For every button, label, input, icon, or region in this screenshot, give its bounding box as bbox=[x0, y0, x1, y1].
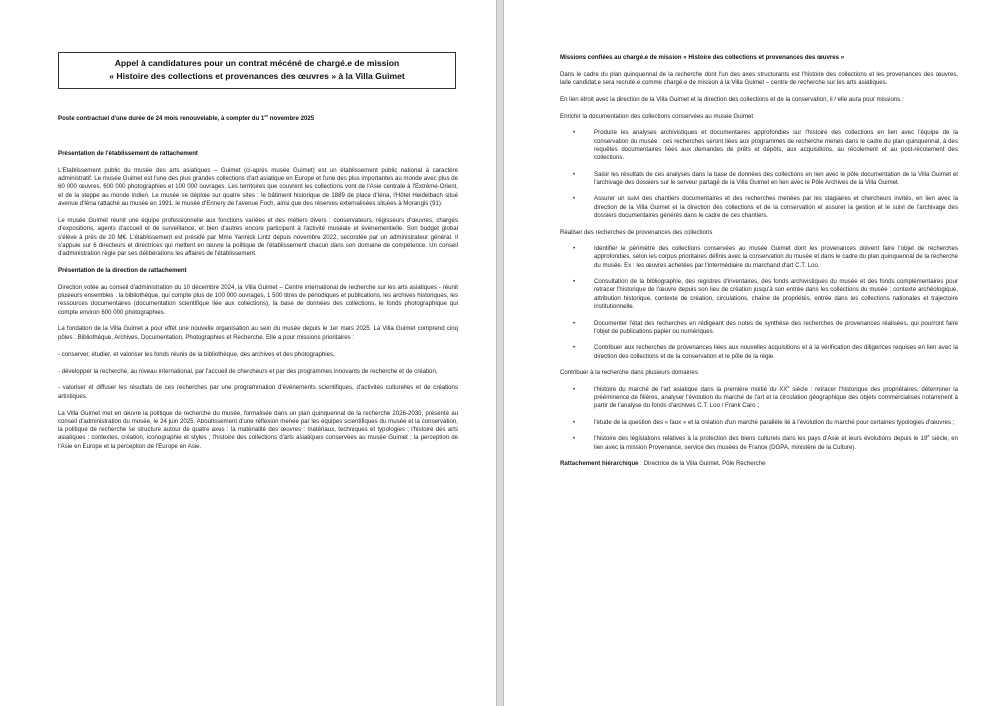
page-divider bbox=[496, 0, 504, 706]
list-item-text: l'étude de la question des « faux » et la création d'un marché parallèle lié à l'évolution du marché pour certaines typologies d'œuvres ; bbox=[594, 418, 955, 426]
bullet-icon: • bbox=[573, 245, 576, 253]
bullet-icon: • bbox=[573, 435, 576, 443]
paragraph: La Villa Guimet met en œuvre la politique de recherche du musée, formalisée dans un plan quinquennal de la recherche 2026-2030, présenté au conseil d'administration du musée, le 24 juin 2025. Aboutissement d'une réflexion menée par les équipes scientifiques du musée et la conservation, la politique de recherche se structure autour de quatre axes : la matérialité des œuvres : matériaux, techniques et typologies ; l'histoire des arts asiatiques : contextes, création, iconographie et styles ; l'histoire des collections d'arts asiatiques conservées au musée Guimet ; la perception de l'Asie en Europe et la perception de l'Europe en Asie. bbox=[58, 409, 458, 450]
paragraph: Direction votée au conseil d'administration du 10 décembre 2024, la Villa Guimet – Centre international de recherche sur les arts asiatiques - réunit plusieurs ensembles : la bibliothèque, qui compte plus de 100 000 ouvrages, 1 500 titres de périodiques et publications, les archives historiques, les ressources documentaires (documentation scientifique liée aux collections), la base de données des collections, le fonds photographique qui compte environ 600 000 photographies. bbox=[58, 283, 458, 316]
bullet-list-research bbox=[560, 383, 959, 452]
page-title-line-1: Appel à candidatures pour un contrat mécéné de chargé.e de mission bbox=[114, 58, 400, 68]
list-item-text: Saisir les résultats de ces analyses dans la base de données des collections en lien avec le pôle documentation de la Villa Guimet et l'archivage des dossiers sur le serveur partagé de la Villa Guimet en lien avec le Pôle Archives de la Villa Guimet. bbox=[594, 170, 958, 186]
paragraph: Dans le cadre du plan quinquennal de la recherche dont l'un des axes structurants est l'histoire des collections et les provenances des œuvres, la/le candidat.e sera recruté.e comme chargé.e de mission à la Villa Guimet – centre de recherche sur les arts asiatiques. bbox=[560, 70, 958, 86]
list-item bbox=[560, 129, 958, 162]
list-item-text: Identifier le périmètre des collections conservées au musée Guimet dont les provenances doivent faire l'objet de recherches approfondies, selon les corpus prioritaires définis avec la conservation du musée et dans le cadre du plan quinquennal de la recherche du musée. Ex : les œuvres achetées par l'intermédiaire du marchand d'art C.T. Loo. bbox=[594, 245, 958, 269]
list-item bbox=[560, 320, 958, 337]
bullet-icon: • bbox=[573, 344, 576, 352]
bullet-list-provenance bbox=[560, 245, 958, 361]
list-item bbox=[560, 195, 958, 220]
bullet-icon: • bbox=[573, 418, 576, 426]
group-title-provenance: Réaliser des recherches de provenances des collections bbox=[560, 228, 713, 236]
bullet-list-documentation bbox=[560, 129, 958, 220]
bullet-icon: • bbox=[573, 195, 576, 203]
paragraph: L'Etablissement public du musée des arts asiatiques – Guimet (ci-après musée Guimet) est un établissement public national à caractère administratif. Le musée Guimet est l'une des plus grandes collections d'art asiatique en Europe et l'une des plus importantes au monde avec plus de 60 000 œuvres, 600 000 photographies et 100 000 ouvrages. Les territoires que couvrent les collections vont de l'Asie centrale à l'Extrême-Orient, et de la steppe au monde indien. Le musée se déploie sur quatre sites : le bâtiment historique de 1889 de place d'Iéna, l'Hôtel Heidelbach situé avenue d'Iéna rattaché au musée en 1991, le musée d'Ennery de l'avenue Foch, ainsi que des réserves externalisées situées à Morangis (91). bbox=[58, 166, 458, 208]
bullet-icon: • bbox=[573, 385, 576, 393]
paragraph: En lien étroit avec la direction de la Villa Guimet et la direction des collections et de la conservation, il / elle aura pour missions : bbox=[560, 95, 904, 103]
paragraph: - conserver, étudier, et valoriser les fonds réunis de la bibliothèque, des archives et des photographies, bbox=[58, 350, 335, 358]
bullet-icon: • bbox=[573, 129, 576, 137]
paragraph: La fondation de la Villa Guimet a pour effet une nouvelle organisation au sein du musée depuis le 1er mars 2025. La Villa Guimet comprend cinq pôles : Bibliothèque, Archives, Documentation, Photographies et Recherche. Elle a pour missions prioritaires : bbox=[58, 325, 458, 341]
group-title-research: Contribuer à la recherche dans plusieurs domaines bbox=[560, 369, 698, 377]
attachment-text: : Directrice de la Villa Guimet, Pôle Recherche bbox=[638, 460, 766, 468]
contract-tail: novembre 2025 bbox=[268, 115, 315, 122]
bullet-icon: • bbox=[573, 170, 576, 178]
section-heading-establishment: Présentation de l'établissement de rattachement bbox=[58, 150, 198, 158]
list-item-text: l'histoire du marché de l'art asiatique dans la première moitié du XX bbox=[594, 385, 788, 393]
contract-text: Poste contractuel d'une durée de 24 mois renouvelable, à compter du 1 bbox=[58, 115, 265, 122]
list-item-text: Produire les analyses archivistiques et documentaires approfondies sur l'histoire des collections en lien avec l'équipe de la conservation du musée : ces recherches seront liées aux programmes de recherche menés dans le cadre du plan quinquennal, à des requêtes documentaires liées aux demandes de prêts et dépôts, aux acquisitions, au récolement et au post-récolement des collections. bbox=[594, 129, 958, 162]
contract-duration bbox=[58, 112, 458, 123]
missions-heading: Missions confiées au chargé.e de mission « Histoire des collections et provenances des œuvres » bbox=[560, 54, 845, 61]
list-item-text: Contribuer aux recherches de provenances liées aux nouvelles acquisitions et à la vérification des diligences requises en lien avec la direction des collections et de la conservation et le pôle de la régie. bbox=[594, 344, 958, 360]
list-item-text: Documenter l'état des recherches en rédigeant des notes de synthèse des recherches de provenances réalisées, qui pourront faire l'objet de publications papier ou numériques. bbox=[594, 319, 958, 335]
list-item bbox=[560, 383, 958, 411]
list-item-sup: e bbox=[787, 383, 790, 389]
list-item bbox=[560, 245, 958, 270]
paragraph: - développer la recherche, au niveau international, par l'accueil de chercheurs et par des programmes innovants de recherche et de création, bbox=[58, 367, 438, 375]
paragraph: Le musée Guimet réunit une équipe professionnelle aux fonctions variées et des métiers divers : conservateurs, régisseurs d'œuvres, chargés d'expositions, agents d'accueil et de surveillance, et bien d'autres encore participent à l'activité muséale et événementielle. Son budget global s'élève à près de 20 M€. L'établissement est présidé par Mme Yannick Lintz depuis novembre 2022, secondée par un administrateur général. Il s'appuie sur 6 directeurs et directrices qui mettent en œuvre la politique de l'établissement chacun dans son domaine de compétence. Un conseil d'administration règle par ses délibérations les affaires de l'établissement. bbox=[58, 216, 458, 258]
section-heading-direction: Présentation de la direction de rattachement bbox=[58, 267, 187, 275]
group-title-documentation: Enrichir la documentation des collections conservées au musée Guimet bbox=[560, 112, 754, 120]
list-item bbox=[560, 419, 958, 427]
attachment-line bbox=[560, 460, 958, 468]
attachment-label: Rattachement hiérarchique bbox=[560, 460, 639, 468]
paragraph: - valoriser et diffuser les résultats de ces recherches par une programmation d'événements scientifiques, d'activités culturelles et de créations artistiques. bbox=[58, 384, 458, 400]
list-item-sup: e bbox=[927, 433, 930, 439]
list-item bbox=[560, 435, 958, 452]
contract-sup: er bbox=[264, 112, 269, 118]
document-page-right bbox=[504, 0, 1000, 706]
list-item-tail: siècle, en lien avec la mission Provenance, service des musées de France (DGPA, ministère de la Culture). bbox=[594, 435, 959, 451]
bullet-icon: • bbox=[573, 278, 576, 286]
list-item-text: Consultation de la bibliographie, des registres d'inventaires, des fonds archivistiques du musée et des fonds complémentaires pour retracer l'historique de l'œuvre depuis son lieu de création jusqu'à son entrée dans les collections du musée : contexte archéologique, attribution historique, contexte de création, circulations, chaîne de propriétés, entrée dans les collections nationales et trajectoire institutionnelle. bbox=[594, 278, 958, 311]
list-item-text: l'histoire des législations relatives à la protection des biens culturels dans les pays d'Asie et leurs évolutions depuis le 19 bbox=[594, 435, 928, 443]
list-item bbox=[560, 344, 958, 361]
list-item-text: Assurer un suivi des chantiers documentaires et des recherches menées par les stagiaires et chercheurs invités, en lien avec la direction de la Villa Guimet et la direction des collections et de la conservation et assurer la gestion et le suivi de l'archivage des dossiers documentaires générés dans le cadre de ces chantiers. bbox=[594, 195, 958, 220]
list-item bbox=[560, 278, 958, 311]
document-page-left bbox=[0, 0, 496, 706]
list-item bbox=[560, 171, 958, 188]
page-title-line-2: « Histoire des collections et provenances des œuvres » à la Villa Guimet bbox=[109, 71, 405, 81]
page-title-box bbox=[58, 52, 456, 89]
list-item-tail: siècle : retracer l'historique des propriétaires, déterminer la prééminence de filières, analyser l'évolution du marché de l'art et la circulation géographique des objets commercialisés notamment à partir de l'analyse du fonds d'archives C.T. Loo / Frank Caro ; bbox=[594, 385, 958, 410]
bullet-icon: • bbox=[573, 319, 576, 327]
